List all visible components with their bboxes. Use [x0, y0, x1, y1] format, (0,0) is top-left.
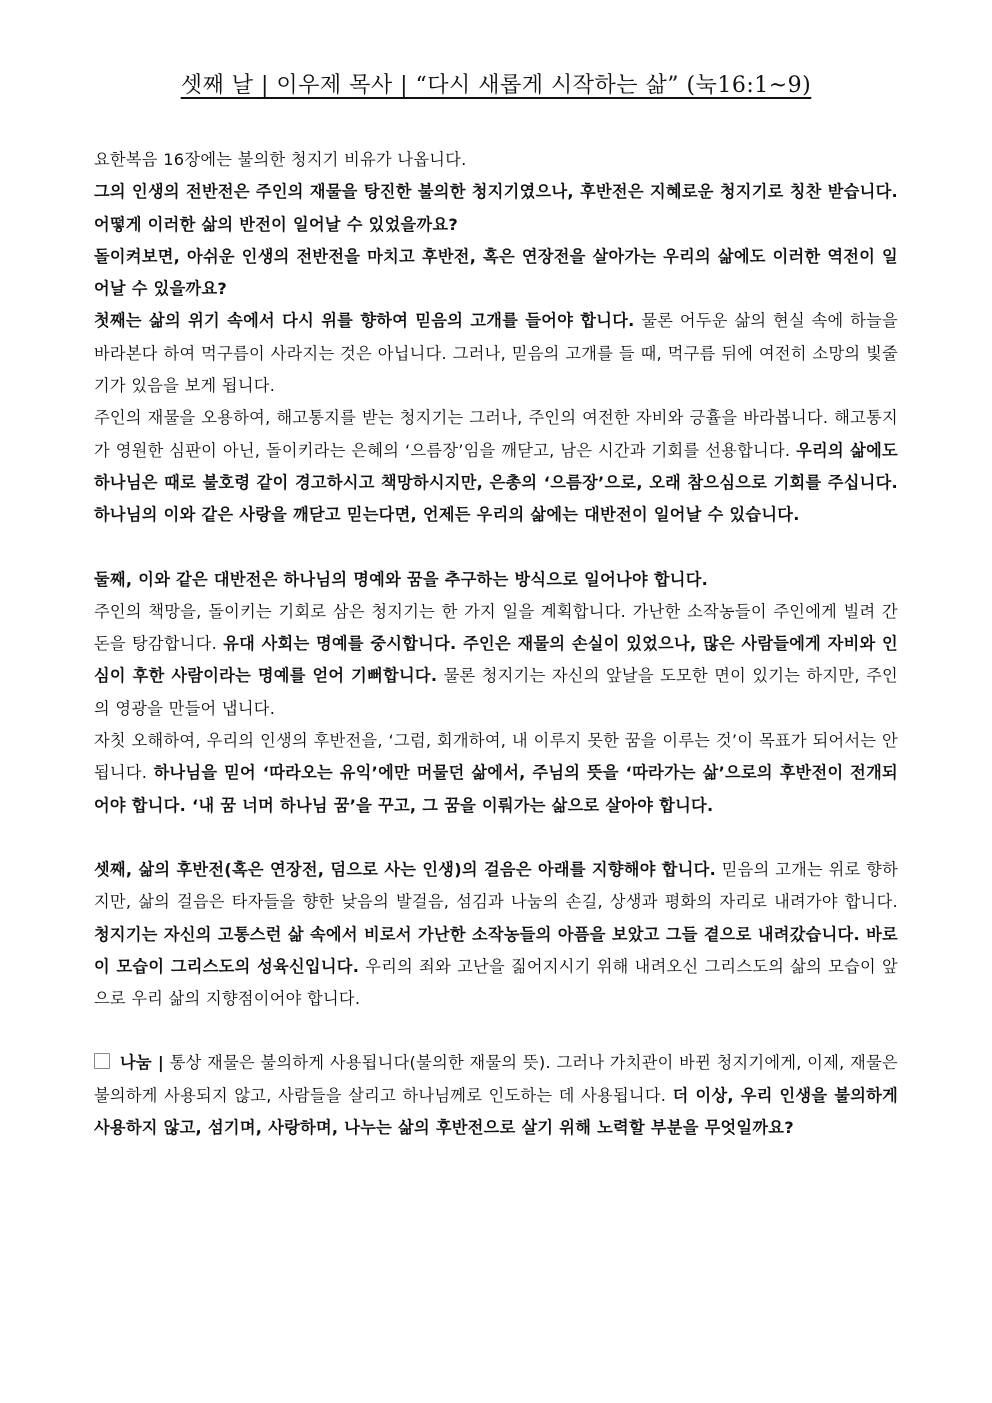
sharing-question: 더 이상, 우리 인생을 불의하게 사용하지 않고, 섬기며, 사랑하며, 나누는 삶의 후반전으로 살기 위해 노력할 부분을 무엇일까요?	[94, 1085, 899, 1138]
page-title: 셋째 날 | 이우제 목사 | “다시 새롭게 시작하는 삶” (눅16:1~9)	[180, 73, 812, 98]
intro-bold: 돌이켜보면, 아쉬운 인생의 전반전을 마치고 후반전, 혹은 연장전을 살아가는 우리의 삶에도 이러한 역전이 일어날 수 있을까요?	[94, 246, 898, 299]
section2-text: 물론 청지기는 자신의 앞날을 도모한 면이 있기는 하지만, 주인의 영광을 만들어 냅니다.	[94, 666, 898, 718]
section2-text: 자칫 오해하여, 우리의 인생의 후반전을, ‘그럼, 회개하여, 내 이루지 못한 꿈을 이루는 것’이 목표가 되어서는 안됩니다.	[94, 731, 898, 783]
spacer	[94, 822, 898, 854]
intro-line-3	[94, 241, 898, 306]
section3-emphasis: 청지기는 자신의 고통스런 삶 속에서 비로서 가난한 소작농들의 아픔을 보았고 그들 곁으로 내려갔습니다. 바로 이 모습이 그리스도의 성육신입니다.	[94, 924, 898, 976]
section2-text: 주인의 책망을, 돌이키는 기회로 삼은 청지기는 한 가지 일을 계획합니다. 가난한 소작농들이 주인에게 빌려 간 돈을 탕감합니다.	[94, 601, 898, 654]
section1-text: 물론 어두운 삶의 현실 속에 하늘을 바라본다 하여 먹구름이 사라지는 것은 아닙니다. 그러나, 믿음의 고개를 들 때, 먹구름 뒤에 여전히 소망의 빛줄기가 있음을 보게 됩니다.	[94, 311, 898, 396]
section1-paragraph-1	[94, 305, 898, 402]
section2-paragraph-3	[94, 725, 898, 822]
section2-paragraph-2	[94, 596, 898, 725]
section1-text: 주인의 재물을 오용하여, 해고통지를 받는 청지기는 그러나, 주인의 여전한 자비와 긍휼을 바라봅니다. 해고통지가 영원한 심판이 아닌, 돌이키라는 은혜의 ‘으름장’임을 깨닫고, 남은 시간과 기회를 선용합니다.	[94, 408, 898, 460]
section3-text: 우리의 죄와 고난을 짊어지시기 위해 내려오신 그리스도의 삶의 모습이 앞으로 우리 삶의 지향점이어야 합니다.	[94, 956, 898, 1009]
section3-heading: 셋째, 삶의 후반전(혹은 연장전, 덤으로 사는 인생)의 걸음은 아래를 지향해야 합니다.	[94, 859, 717, 879]
intro-line-1: 요한복음 16장에는 불의한 청지기 비유가 나옵니다.	[94, 150, 467, 169]
sharing-paragraph	[94, 1047, 898, 1144]
sharing-text: 통상 재물은 불의하게 사용됩니다(불의한 재물의 뜻). 그러나 가치관이 바뀐 청지기에게, 이제, 재물은 불의하게 사용되지 않고, 사람들을 살리고 하나님께로 인도하는 데 사용됩니다.	[94, 1053, 898, 1105]
intro-line-2	[94, 176, 898, 241]
sharing-label: 나눔 |	[120, 1053, 165, 1073]
spacer	[94, 1015, 898, 1047]
section2-emphasis: 유대 사회는 명예를 중시합니다. 주인은 재물의 손실이 있었으나, 많은 사람들에게 자비와 인심이 후한 사람이라는 명예를 얻어 기뻐합니다.	[94, 634, 898, 686]
intro-bold: 그의 인생의 전반전은 주인의 재물을 탕진한 불의한 청지기였으나, 후반전은 지혜로운 청지기로 칭찬 받습니다. 어떻게 이러한 삶의 반전이 일어날 수 있었을까요?	[94, 182, 898, 234]
spacer	[94, 532, 898, 564]
empty-checkbox-icon	[94, 1053, 110, 1069]
section1-heading: 첫째는 삶의 위기 속에서 다시 위를 향하여 믿음의 고개를 들어야 합니다.	[94, 311, 635, 331]
section2-heading: 둘째, 이와 같은 대반전은 하나님의 명예와 꿈을 추구하는 방식으로 일어나야 합니다.	[94, 569, 709, 589]
section1-emphasis: 우리의 삶에도 하나님은 때로 불호령 같이 경고하시고 책망하시지만, 은총의 ‘으름장’으로, 오래 참으심으로 기회를 주십니다. 하나님의 이와 같은 사랑을 깨닫고 믿는다면, 언제든 우리의 삶에는 대반전이 일어날 수 있습니다.	[94, 440, 898, 525]
document-body	[94, 144, 898, 1144]
section2-emphasis: 하나님을 믿어 ‘따라오는 유익’에만 머물던 삶에서, 주님의 뜻을 ‘따라가는 삶’으로의 후반전이 전개되어야 합니다. ‘내 꿈 너머 하나님 꿈’을 꾸고, 그 꿈을 이뤄가는 삶으로 살아야 합니다.	[94, 763, 898, 815]
section3-text: 믿음의 고개는 위로 향하지만, 삶의 걸음은 타자들을 향한 낮음의 발걸음, 섬김과 나눔의 손길, 상생과 평화의 자리로 내려가야 합니다.	[94, 859, 899, 912]
section3-paragraph	[94, 854, 898, 1015]
section2-heading-paragraph	[94, 564, 898, 596]
section1-paragraph-2	[94, 402, 898, 531]
